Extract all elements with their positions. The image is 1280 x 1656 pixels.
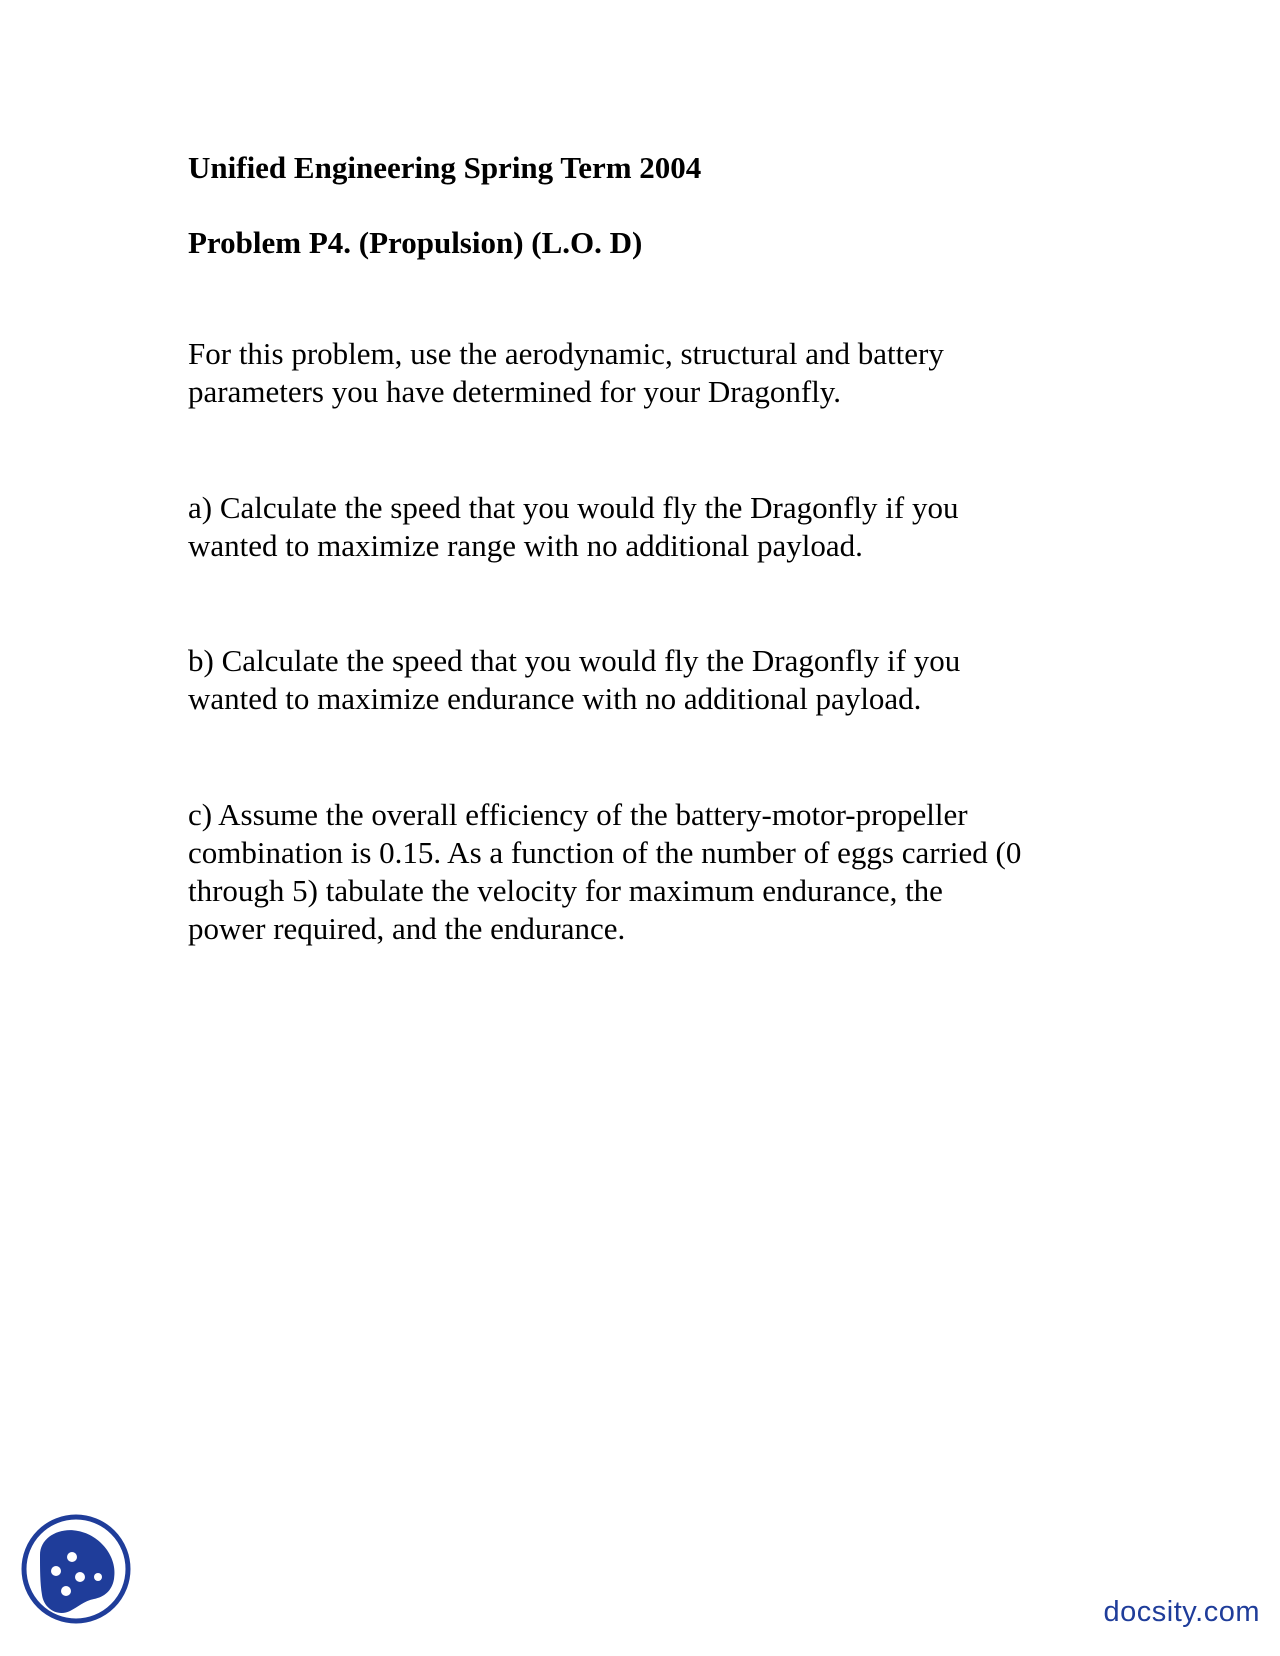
part-a-line-1: a) Calculate the speed that you would fly the Dragonfly if you — [188, 490, 959, 525]
part-b-paragraph — [188, 642, 1108, 718]
part-c-line-4: power required, and the endurance. — [188, 911, 626, 946]
part-b-line-1: b) Calculate the speed that you would fly the Dragonfly if you — [188, 643, 961, 678]
intro-line-1: For this problem, use the aerodynamic, structural and battery — [188, 336, 944, 371]
document-content — [188, 148, 1108, 948]
part-a-line-2: wanted to maximize range with no additional payload. — [188, 528, 863, 563]
part-a-paragraph — [188, 489, 1108, 565]
part-c-line-3: through 5) tabulate the velocity for maximum endurance, the — [188, 873, 943, 908]
docsity-link[interactable]: docsity.com — [1103, 1596, 1260, 1628]
part-c-paragraph — [188, 796, 1108, 948]
part-c-line-1: c) Assume the overall efficiency of the battery-motor-propeller — [188, 797, 968, 832]
document-title: Unified Engineering Spring Term 2004 — [188, 150, 702, 185]
part-c-line-2: combination is 0.15. As a function of the number of eggs carried (0 — [188, 835, 1022, 870]
part-b-line-2: wanted to maximize endurance with no additional payload. — [188, 681, 922, 716]
intro-paragraph — [188, 335, 1108, 411]
docsity-logo-icon — [20, 1513, 132, 1625]
problem-heading: Problem P4. (Propulsion) (L.O. D) — [188, 225, 643, 260]
intro-line-2: parameters you have determined for your Dragonfly. — [188, 374, 842, 409]
